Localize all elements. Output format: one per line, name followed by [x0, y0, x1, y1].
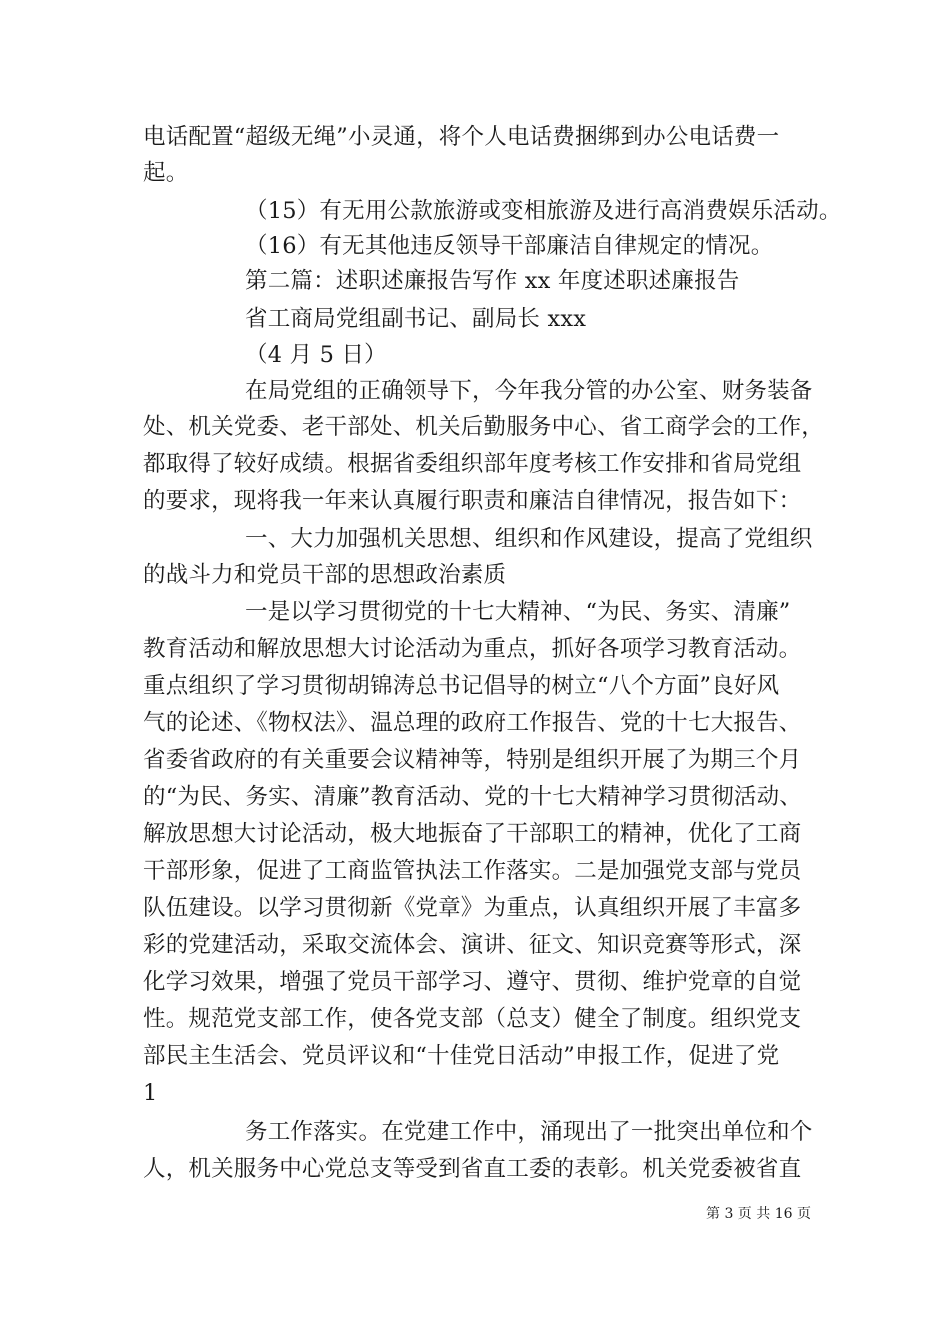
body-text-line: 务工作落实。在党建工作中，涌现出了一批突出单位和个	[245, 1119, 813, 1145]
body-text-line: 都取得了较好成绩。根据省委组织部年度考核工作安排和省局党组	[143, 451, 802, 477]
body-text-line: 教育活动和解放思想大讨论活动为重点，抓好各项学习教育活动。	[143, 636, 802, 662]
body-text-line: 干部形象，促进了工商监管执法工作落实。二是加强党支部与党员	[143, 858, 802, 884]
date-line: （4 月 5 日）	[245, 342, 387, 368]
body-text-line: 起。	[143, 160, 189, 186]
body-text-line: 气的论述、《物权法》、温总理的政府工作报告、党的十七大报告、	[143, 710, 802, 736]
author-line: 省工商局党组副书记、副局长 xxx	[245, 306, 587, 332]
section-title: 第二篇：述职述廉报告写作 xx 年度述职述廉报告	[245, 268, 740, 294]
body-text-line: 处、机关党委、老干部处、机关后勤服务中心、省工商学会的工作，	[143, 414, 825, 440]
list-item-16: （16）有无其他违反领导干部廉洁自律规定的情况。	[245, 233, 774, 259]
body-text-line: 队伍建设。以学习贯彻新《党章》为重点，认真组织开展了丰富多	[143, 895, 802, 921]
body-text-line: 部民主生活会、党员评议和“十佳党日活动”申报工作，促进了党	[143, 1043, 780, 1069]
list-item-15: （15）有无用公款旅游或变相旅游及进行高消费娱乐活动。	[245, 198, 842, 224]
body-text-line: 人，机关服务中心党总支等受到省直工委的表彰。机关党委被省直	[143, 1156, 802, 1182]
subheading-line: 一、大力加强机关思想、组织和作风建设，提高了党组织	[245, 526, 813, 552]
body-text-line: 解放思想大讨论活动，极大地振奋了干部职工的精神，优化了工商	[143, 821, 802, 847]
body-text-line: 电话配置“超级无绳”小灵通，将个人电话费捆绑到办公电话费一	[143, 124, 780, 150]
body-text-line: 彩的党建活动，采取交流体会、演讲、征文、知识竞赛等形式，深	[143, 932, 802, 958]
body-text-line: 性。规范党支部工作，使各党支部（总支）健全了制度。组织党支	[143, 1006, 802, 1032]
page-marker: 1	[143, 1080, 158, 1106]
body-text-line: 省委省政府的有关重要会议精神等，特别是组织开展了为期三个月	[143, 747, 802, 773]
body-text-line: 重点组织了学习贯彻胡锦涛总书记倡导的树立“八个方面”良好风	[143, 673, 780, 699]
subheading-line: 的战斗力和党员干部的思想政治素质	[143, 562, 507, 588]
page-footer: 第 3 页 共 16 页	[706, 1206, 811, 1222]
body-text-line: 化学习效果，增强了党员干部学习、遵守、贯彻、维护党章的自觉	[143, 969, 802, 995]
body-text-line: 的要求，现将我一年来认真履行职责和廉洁自律情况，报告如下：	[143, 488, 802, 514]
body-text-line: 一是以学习贯彻党的十七大精神、“为民、务实、清廉”	[245, 599, 791, 625]
body-text-line: 的“为民、务实、清廉”教育活动、党的十七大精神学习贯彻活动、	[143, 784, 803, 810]
body-text-line: 在局党组的正确领导下，今年我分管的办公室、财务装备	[245, 378, 813, 404]
